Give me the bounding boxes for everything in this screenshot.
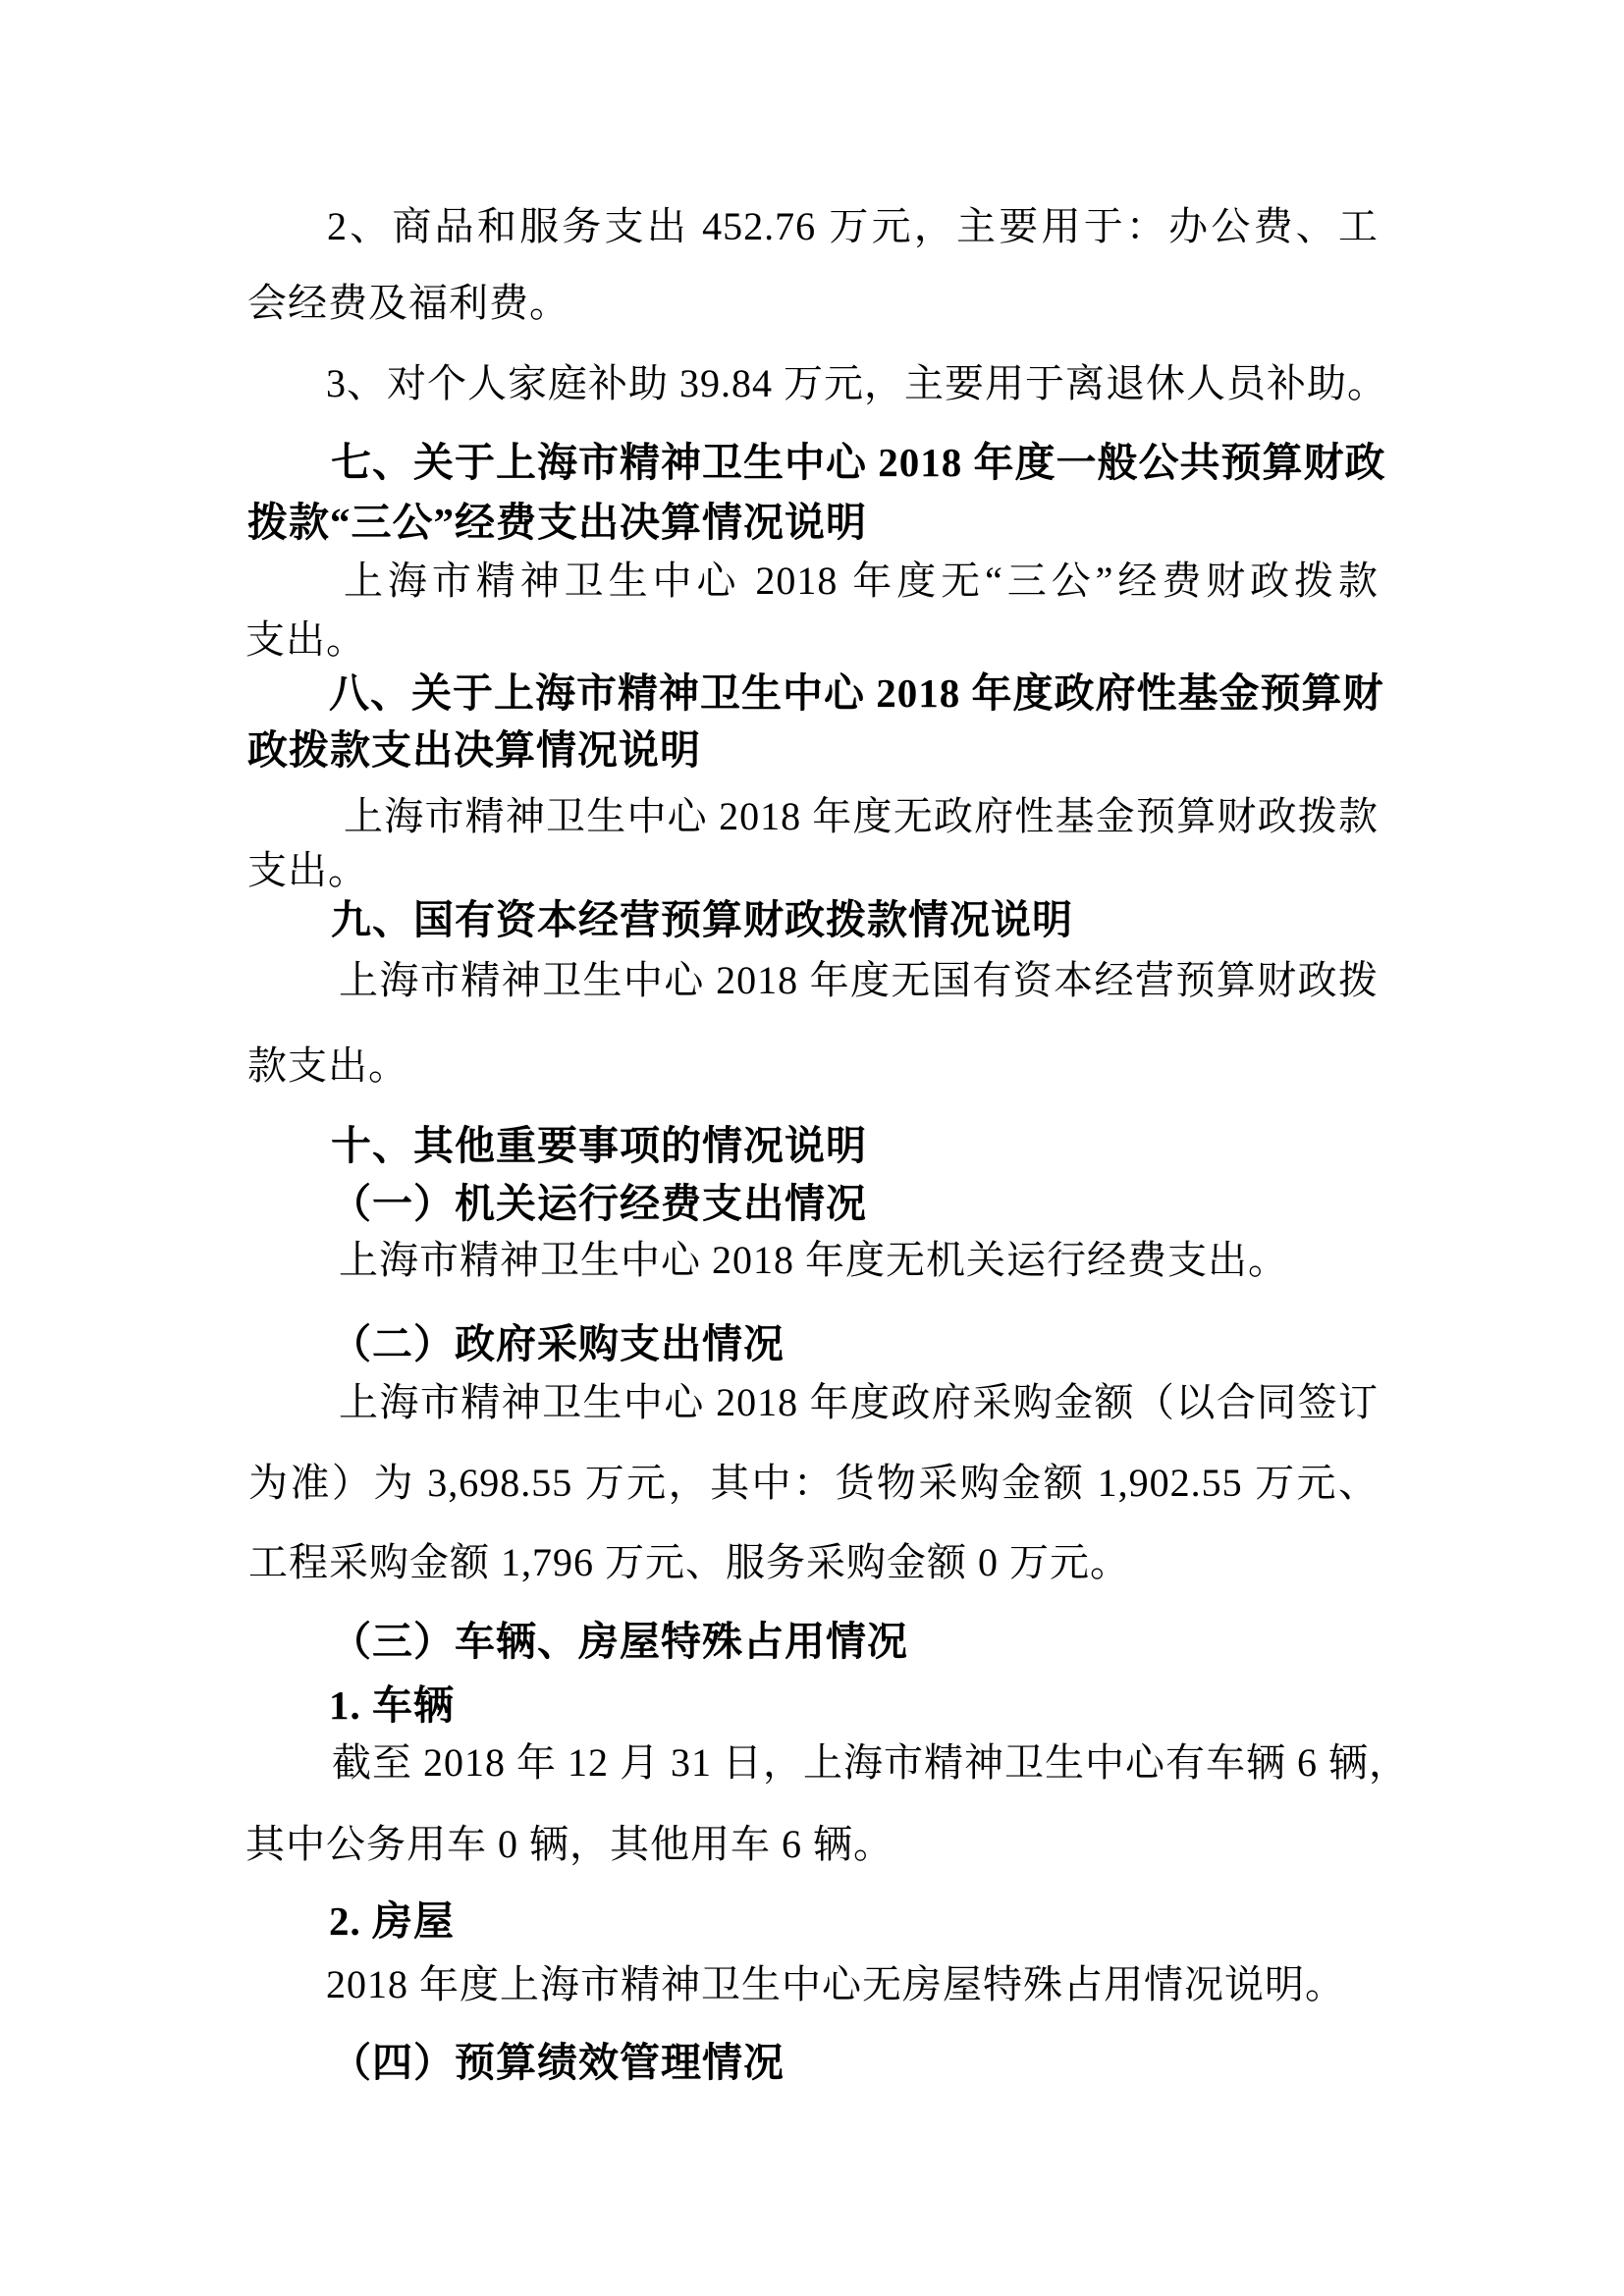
- para-individual-subsidy: 3、对个人家庭补助 39.84 万元，主要用于离退休人员补助。: [326, 361, 1387, 405]
- heading-section-10-1: （一）机关运行经费支出情况: [331, 1181, 867, 1226]
- para-vehicles-line-1: 截至 2018 年 12 月 31 日，上海市精神卫生中心有车辆 6 辆，: [332, 1740, 1409, 1785]
- para-section-9-line-1: 上海市精神卫生中心 2018 年度无国有资本经营预算财政拨: [339, 958, 1379, 1002]
- heading-section-10-4: （四）预算绩效管理情况: [331, 2040, 785, 2085]
- para-section-10-1: 上海市精神卫生中心 2018 年度无机关运行经费支出。: [339, 1238, 1288, 1282]
- heading-section-9: 九、国有资本经营预算财政拨款情况说明: [331, 897, 1073, 942]
- heading-section-8-line-1: 八、关于上海市精神卫生中心 2018 年度政府性基金预算财: [329, 670, 1384, 716]
- heading-section-7-line-1: 七、关于上海市精神卫生中心 2018 年度一般公共预算财政: [331, 440, 1386, 485]
- para-housing: 2018 年度上海市精神卫生中心无房屋特殊占用情况说明。: [326, 1962, 1345, 2006]
- heading-section-7-line-2: 拨款“三公”经费支出决算情况说明: [247, 500, 867, 545]
- heading-housing: 2. 房屋: [329, 1898, 455, 1944]
- para-section-8-line-2: 支出。: [247, 848, 368, 892]
- heading-section-10-2: （二）政府采购支出情况: [331, 1321, 785, 1366]
- para-goods-services-line-1: 2、商品和服务支出 452.76 万元，主要用于：办公费、工: [327, 204, 1379, 248]
- para-section-7-line-2: 支出。: [245, 617, 366, 662]
- para-section-10-2-line-1: 上海市精神卫生中心 2018 年度政府采购金额（以合同签订: [339, 1380, 1379, 1424]
- para-section-10-2-line-3: 工程采购金额 1,796 万元、服务采购金额 0 万元。: [248, 1540, 1130, 1584]
- heading-section-8-line-2: 政拨款支出决算情况说明: [247, 727, 701, 773]
- heading-section-10-3: （三）车辆、房屋特殊占用情况: [331, 1619, 908, 1664]
- heading-vehicles: 1. 车辆: [329, 1682, 455, 1728]
- para-section-10-2-line-2: 为准）为 3,698.55 万元，其中：货物采购金额 1,902.55 万元、: [248, 1461, 1379, 1505]
- para-section-9-line-2: 款支出。: [247, 1043, 408, 1088]
- para-section-8-line-1: 上海市精神卫生中心 2018 年度无政府性基金预算财政拨款: [344, 794, 1379, 838]
- para-section-7-line-1: 上海市精神卫生中心 2018 年度无“三公”经费财政拨款: [344, 559, 1379, 603]
- heading-section-10: 十、其他重要事项的情况说明: [331, 1123, 867, 1168]
- para-goods-services-line-2: 会经费及福利费。: [247, 281, 569, 325]
- para-vehicles-line-2: 其中公务用车 0 辆，其他用车 6 辆。: [245, 1822, 893, 1866]
